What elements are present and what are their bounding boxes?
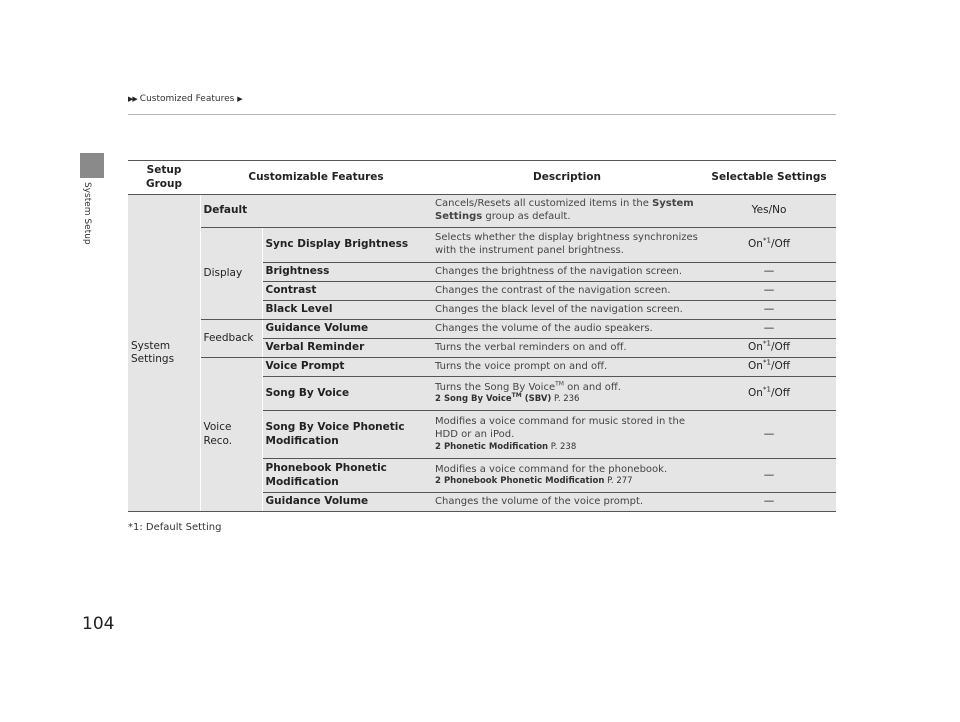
feature-phonebook-phonetic-modification: Phonebook Phonetic Modification: [262, 459, 432, 493]
setting-on: On: [748, 238, 763, 251]
description-guidance-volume: Changes the volume of the audio speakers.: [432, 320, 702, 339]
reference-title-suffix: (SBV): [521, 394, 552, 405]
setting-on: On: [748, 341, 763, 354]
group-system-settings: System Settings: [128, 195, 200, 512]
setting-voice-prompt: [702, 358, 836, 377]
reference-title: Phonebook Phonetic Modification: [443, 476, 605, 487]
setting-phonebook-phonetic: —: [702, 459, 836, 493]
header-setup-group: Setup Group: [128, 161, 200, 195]
feature-brightness: Brightness: [262, 263, 432, 282]
default-mark: *1: [762, 339, 771, 348]
setting-on: On: [748, 386, 763, 399]
desc-text: Modifies a voice command for music stored in the HDD or an iPod.: [435, 416, 685, 441]
trademark-mark: TM: [555, 380, 564, 388]
footnote: *1: Default Setting: [128, 522, 222, 533]
table-header-row: [128, 161, 836, 195]
feature-default: Default: [200, 195, 432, 228]
trademark-mark: TM: [511, 392, 522, 400]
table-row-guidance-volume-feedback: [128, 320, 836, 339]
description-guidance-volume-voice: Changes the volume of the voice prompt.: [432, 493, 702, 512]
header-description: Description: [432, 161, 702, 195]
page-reference-link[interactable]: [435, 476, 699, 487]
breadcrumb-arrows-icon: ▶▶: [128, 95, 137, 103]
reference-page: P. 238: [548, 441, 577, 452]
desc-text: Modifies a voice command for the phonebook.: [435, 463, 668, 475]
description-voice-prompt: Turns the voice prompt on and off.: [432, 358, 702, 377]
feature-guidance-volume: Guidance Volume: [262, 320, 432, 339]
feature-sync-display-brightness: Sync Display Brightness: [262, 228, 432, 263]
setting-song-by-voice: [702, 377, 836, 411]
description-song-phonetic: [432, 411, 702, 459]
description-default: [432, 195, 702, 228]
reference-arrow-icon: 2: [435, 394, 441, 405]
setting-off: /Off: [770, 360, 790, 373]
subgroup-voice-reco: Voice Reco.: [200, 358, 262, 512]
description-black-level: Changes the black level of the navigation screen.: [432, 301, 702, 320]
features-table: [128, 160, 836, 512]
feature-song-by-voice: Song By Voice: [262, 377, 432, 411]
setting-default: Yes/No: [702, 195, 836, 228]
default-mark: *1: [762, 358, 771, 367]
section-tab-marker: [80, 153, 104, 178]
reference-title: Phonetic Modification: [443, 441, 549, 452]
description-contrast: Changes the contrast of the navigation screen.: [432, 282, 702, 301]
header-selectable-settings: Selectable Settings: [702, 161, 836, 195]
subgroup-feedback: Feedback: [200, 320, 262, 358]
setting-guidance-volume-voice: —: [702, 493, 836, 512]
setting-song-phonetic: —: [702, 411, 836, 459]
table-row-voice-prompt: [128, 358, 836, 377]
setting-verbal-reminder: [702, 339, 836, 358]
feature-verbal-reminder: Verbal Reminder: [262, 339, 432, 358]
reference-page: P. 277: [604, 476, 633, 487]
setting-guidance-volume: —: [702, 320, 836, 339]
desc-text: group as default.: [482, 211, 571, 222]
table-row-default: [128, 195, 836, 228]
feature-song-by-voice-phonetic-modification: Song By Voice Phonetic Modification: [262, 411, 432, 459]
setting-contrast: —: [702, 282, 836, 301]
setting-on: On: [748, 360, 763, 373]
description-verbal-reminder: Turns the verbal reminders on and off.: [432, 339, 702, 358]
reference-arrow-icon: 2: [435, 476, 441, 487]
setting-off: /Off: [770, 386, 790, 399]
default-mark: *1: [762, 236, 771, 245]
description-brightness: Changes the brightness of the navigation screen.: [432, 263, 702, 282]
section-side-label: System Setup: [82, 182, 92, 245]
setting-off: /Off: [770, 238, 790, 251]
feature-voice-prompt: Voice Prompt: [262, 358, 432, 377]
subgroup-display: Display: [200, 228, 262, 320]
desc-text: Cancels/Resets all customized items in the: [435, 198, 653, 210]
reference-arrow-icon: 2: [435, 441, 441, 452]
setting-brightness: —: [702, 263, 836, 282]
description-song-by-voice: [432, 377, 702, 411]
setting-sync: [702, 228, 836, 263]
feature-black-level: Black Level: [262, 301, 432, 320]
reference-page: P. 236: [551, 394, 580, 405]
breadcrumb: [128, 94, 242, 104]
setting-off: /Off: [770, 341, 790, 354]
setting-black-level: —: [702, 301, 836, 320]
desc-bold-text: System Settings: [435, 198, 694, 222]
page-number: 104: [82, 614, 115, 634]
header-rule: [128, 114, 836, 115]
header-customizable-features: Customizable Features: [200, 161, 432, 195]
reference-title: Song By Voice: [443, 394, 512, 405]
breadcrumb-arrow-icon: ▶: [237, 95, 242, 103]
table-row-sync: [128, 228, 836, 263]
description-sync: Selects whether the display brightness synchronizes with the instrument panel brightness.: [432, 228, 702, 263]
breadcrumb-title: Customized Features: [139, 94, 235, 104]
desc-text: Turns the Song By Voice: [435, 381, 556, 393]
description-phonebook-phonetic: [432, 459, 702, 493]
default-mark: *1: [762, 385, 771, 394]
page-reference-link[interactable]: [435, 442, 699, 453]
feature-contrast: Contrast: [262, 282, 432, 301]
desc-text: on and off.: [563, 381, 621, 393]
feature-guidance-volume-voice: Guidance Volume: [262, 493, 432, 512]
page-reference-link[interactable]: [435, 394, 699, 405]
